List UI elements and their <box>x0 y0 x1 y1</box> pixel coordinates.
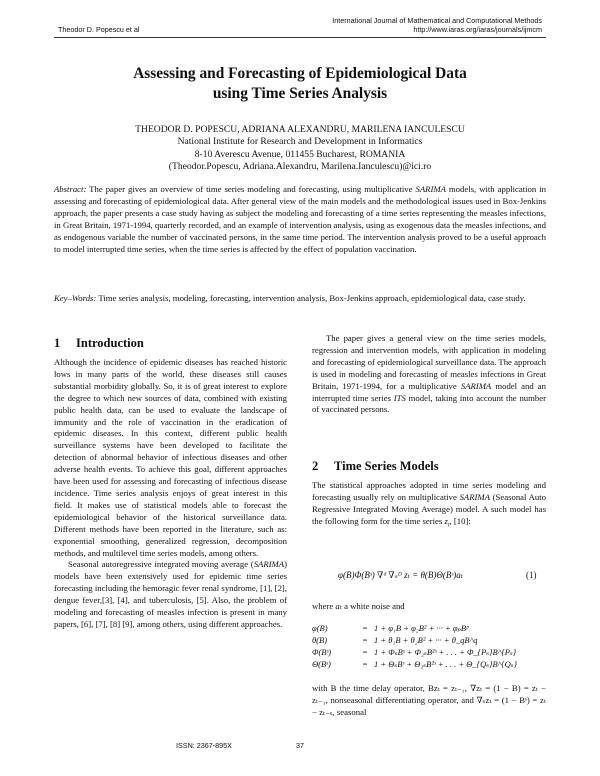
tsm-paragraph-1 <box>312 480 546 532</box>
intro-paragraph-2 <box>54 559 287 630</box>
abstract-text-1: The paper gives an overview of time series modeling and forecasting, using multiplicative <box>86 184 416 194</box>
intro-paragraph-1: Although the incidence of epidemic diseases has reached historic lows in many parts of the world, these diseases still causes substantial morbidity globally. So, it is of great interest to explore the degree to which new sources of data, combined with existing public health data, can be used to evaluate the landscape of immunity and the role of vaccination in the eradication of epidemic diseases. In this context, different public health surveillance systems have been developed to facilitate the detection of abnormal behavior of infectious diseases and other adverse health events. To achieve this goal, different approaches have been used for assessing and forecasting of infectious disease incidence. Time series analysis enjoys of great interest in this field. It makes use of statistical models able to forecast the epidemiological behavior of the historical surveillance data. Different methods have been reported in the literature, such as: exponential smoothing, generalized regression, decomposition methods, and multilevel time series models, among others. <box>54 357 287 558</box>
section-time-series-heading <box>312 459 439 474</box>
section-number: 1 <box>54 336 61 350</box>
def-row <box>312 647 517 659</box>
operator-paragraph: with B the time delay operator, Bzₜ = zₜ₋₁, ∇zₜ = (1 − B) = zₜ − zₜ₋₁, nonseasonal differentiating operator, and ∇ₛzₜ = (1 − Bˢ) = zₜ − zₜ₋ₛ, seasonal <box>312 683 546 717</box>
keywords-text: Time series analysis, modeling, forecasting, intervention analysis, Box-Jenkins approach, epidemiological data, case study. <box>96 293 526 303</box>
abstract-label: Abstract: <box>54 184 87 194</box>
keywords <box>54 293 546 305</box>
intro-p3-a: The paper gives a general view on the time series models, regression and intervention models, with application in modeling and forecasting of epidemiological surveillance data. The approach is used in modeling and forecasting of measles infections in Great Britain, 1971-1994, for a multiplicative <box>312 333 546 391</box>
def-lhs: φ(B) <box>312 623 328 633</box>
equation-1: φ(B)Φ(Bˢ) ∇ᵈ ∇ₛᴰ zₜ = θ(B)Θ(Bˢ)aₜ <box>338 570 463 580</box>
where-at: aₜ <box>335 601 342 611</box>
section-title: Time Series Models <box>334 459 439 473</box>
def-rhs: 1 + ΘₛBˢ + Θ₂ₛB²ˢ + . . . + Θ_{Qₛ}B^{Qₛ} <box>374 658 518 669</box>
def-lhs: θ(B) <box>312 634 328 645</box>
abstract-text-2: models, with application in assessing and forecasting of epidemiological data. After general view of the main models and the methodological issues used in Box-Jenkins approach, the paper presents a case study having as subject the modeling and forecasting of a time series representing the measles infections, in Great Britain, 1971-1994, quarterly recorded, and an example of intervention analysis, using as exogenous data the measles infections, and as endogenous variable the number of vaccinated persons, in the same time period. The intervention analysis proved to be a useful approach to model interrupted time series, when the time series is affected by the effect of population vaccination. <box>54 184 546 254</box>
title-line-2: using Time Series Analysis <box>212 85 388 102</box>
tsm-p1-a: The statistical approaches adopted in time series modeling and forecasting usually rely on multiplicative <box>312 480 546 502</box>
running-author: Theodor D. Popescu et al <box>58 25 140 34</box>
keywords-label: Key–Words: <box>54 293 97 303</box>
tsm-p1-sarima: SARIMA <box>459 491 490 502</box>
intro-p3-b: model and an interrupted time series <box>312 380 546 403</box>
def-row <box>312 623 517 635</box>
def-eq: = <box>362 634 368 645</box>
right-column-top <box>312 333 546 416</box>
def-lhs: Θ(Bˢ) <box>312 658 331 669</box>
left-column <box>54 357 287 631</box>
def-lhs: Φ(Bˢ) <box>312 646 332 657</box>
def-rhs: 1 + θ₁B + θ₂B² + ··· + θ_qB^q <box>374 634 478 645</box>
intro-p3-its: ITS <box>393 392 406 403</box>
abstract-sarima: SARIMA <box>415 184 446 194</box>
journal-name: International Journal of Mathematical and Computational Methods <box>332 16 542 25</box>
tsm-p1-sub: t <box>447 522 450 529</box>
section-introduction-heading <box>54 336 144 351</box>
paper-title <box>60 64 540 104</box>
intro-p3-sarima: SARIMA <box>460 380 492 391</box>
def-row <box>312 635 517 647</box>
intro-p2-sarima: SARIMA <box>253 559 285 570</box>
where-line <box>312 601 546 613</box>
def-rhs: 1 + ΦₛBˢ + Φ₂ₛB²ˢ + . . . + Φ_{Pₛ}B^{Pₛ} <box>374 646 517 657</box>
emails: (Theodor.Popescu, Adriana.Alexandru, Marilena.Ianculescu)@ici.ro <box>168 160 432 172</box>
def-rhs: 1 + φ₁B + φ₂B² + ··· + φₚBᵖ <box>374 623 469 633</box>
polynomial-definitions <box>312 623 517 671</box>
page-number: 37 <box>296 741 304 750</box>
intro-p2-b: ) models have been extensively used for epidemic time series forecasting including the hemoragic fever renal syndrome, [1], [2], dengue fever,[3], [4], and tuberculosis, [5]. Also, the problem of modeling and forecasting of measles infection is present in many papers, [6], [7], [8] [9], among others, using different approaches. <box>54 559 287 629</box>
where-a: where <box>312 601 336 611</box>
tsm-p1-z: z <box>444 515 448 526</box>
journal-header <box>332 16 542 34</box>
author-names: THEODOR D. POPESCU, ADRIANA ALEXANDRU, MARILENA IANCULESCU <box>135 124 465 135</box>
def-eq: = <box>362 646 368 657</box>
author-block <box>60 124 540 173</box>
header-divider <box>54 37 546 38</box>
equation-1-number: (1) <box>526 570 537 580</box>
intro-paragraph-3 <box>312 333 546 416</box>
intro-p2-a: Seasonal autoregressive integrated moving average ( <box>68 559 254 570</box>
title-line-1: Assessing and Forecasting of Epidemiological Data <box>133 65 467 82</box>
def-eq: = <box>362 658 368 669</box>
section-title: Introduction <box>76 336 144 350</box>
def-eq: = <box>362 623 368 633</box>
institution: National Institute for Research and Development in Informatics <box>177 136 423 148</box>
intro-p3-c: model, taking into account the number of vaccinated persons. <box>312 392 547 415</box>
tsm-p1-b: (Seasonal Auto Regressive Integrated Moving Average) model. A such model has the following form for the time series <box>312 491 547 526</box>
right-column-section2 <box>312 480 546 532</box>
tsm-p1-c: , [10]: <box>449 515 471 526</box>
where-b: a white noise and <box>341 601 405 611</box>
journal-url[interactable]: http://www.iaras.org/iaras/journals/ijmcm <box>413 25 542 34</box>
address: 8-10 Averescu Avenue, 011455 Bucharest, ROMANIA <box>194 148 406 160</box>
section-number: 2 <box>312 459 319 473</box>
def-row <box>312 659 517 671</box>
issn: ISSN: 2367-895X <box>176 741 232 750</box>
abstract <box>54 184 546 255</box>
